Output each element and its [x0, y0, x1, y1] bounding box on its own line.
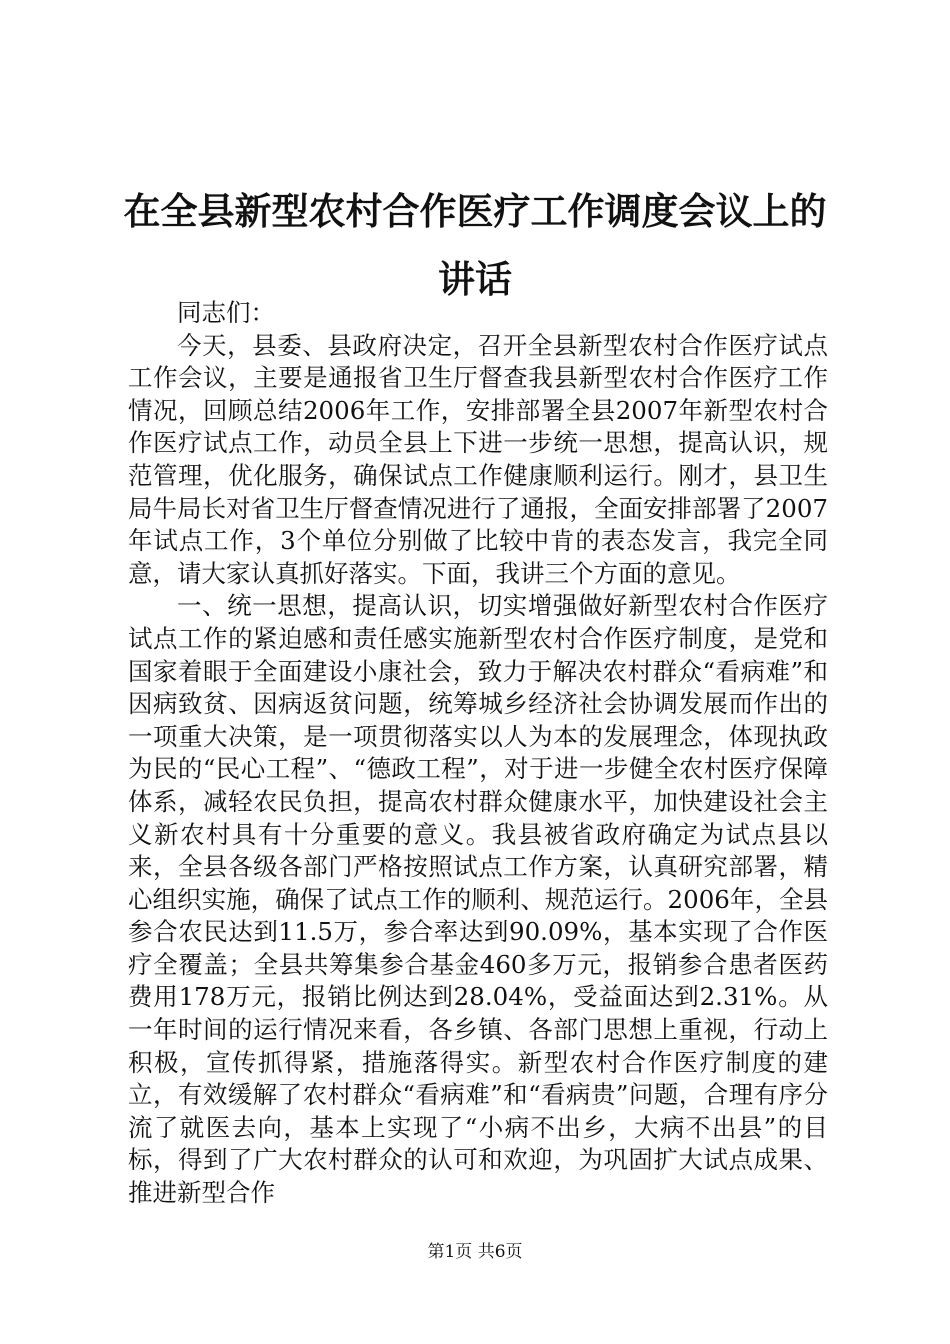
- page-number-footer: 第1页 共6页: [427, 1242, 523, 1262]
- body-paragraph-section-one: 一、统一思想，提高认识，切实增强做好新型农村合作医疗试点工作的紧迫感和责任感实施新型农村合作医疗制度，是党和国家着眼于全面建设小康社会，致力于解决农村群众“看病难”和因病致贫、因病返贫问题，统筹城乡经济社会协调发展而作出的一项重大决策，是一项贯彻落实以人为本的发展理念，体现执政为民的“民心工程”、“德政工程”，对于进一步健全农村医疗保障体系，减轻农民负担，提高农村群众健康水平，加快建设社会主义新农村具有十分重要的意义。我县被省政府确定为试点县以来，全县各级各部门严格按照试点工作方案，认真研究部署，精心组织实施，确保了试点工作的顺利、规范运行。2006年，全县参合农民达到11.5万，参合率达到90.09%，基本实现了合作医疗全覆盖；全县共筹集参合基金460多万元，报销参合患者医药费用178万元，报销比例达到28.04%，受益面达到2.31%。从一年时间的运行情况来看，各乡镇、各部门思想上重视，行动上积极，宣传抓得紧，措施落得实。新型农村合作医疗制度的建立，有效缓解了农村群众“看病难”和“看病贵”问题，合理有序分流了就医去向，基本上实现了“小病不出乡，大病不出县”的目标，得到了广大农村群众的认可和欢迎，为巩固扩大试点成果、推进新型合作: [128, 591, 828, 1208]
- document-title: 在全县新型农村合作医疗工作调度会议上的讲话: [123, 190, 827, 301]
- salutation-paragraph: 同志们：: [177, 298, 275, 327]
- document-body: [128, 297, 828, 1210]
- body-paragraph-intro: 今天，县委、县政府决定，召开全县新型农村合作医疗试点工作会议，主要是通报省卫生厅督查我县新型农村合作医疗工作情况，回顾总结2006年工作，安排部署全县2007年新型农村合作医疗试点工作，动员全县上下进一步统一思想，提高认识，规范管理，优化服务，确保试点工作健康顺利运行。刚才，县卫生局牛局长对省卫生厅督查情况进行了通报，全面安排部署了2007年试点工作，3个单位分别做了比较中肯的表态发言，我完全同意，请大家认真抓好落实。下面，我讲三个方面的意见。: [128, 330, 828, 588]
